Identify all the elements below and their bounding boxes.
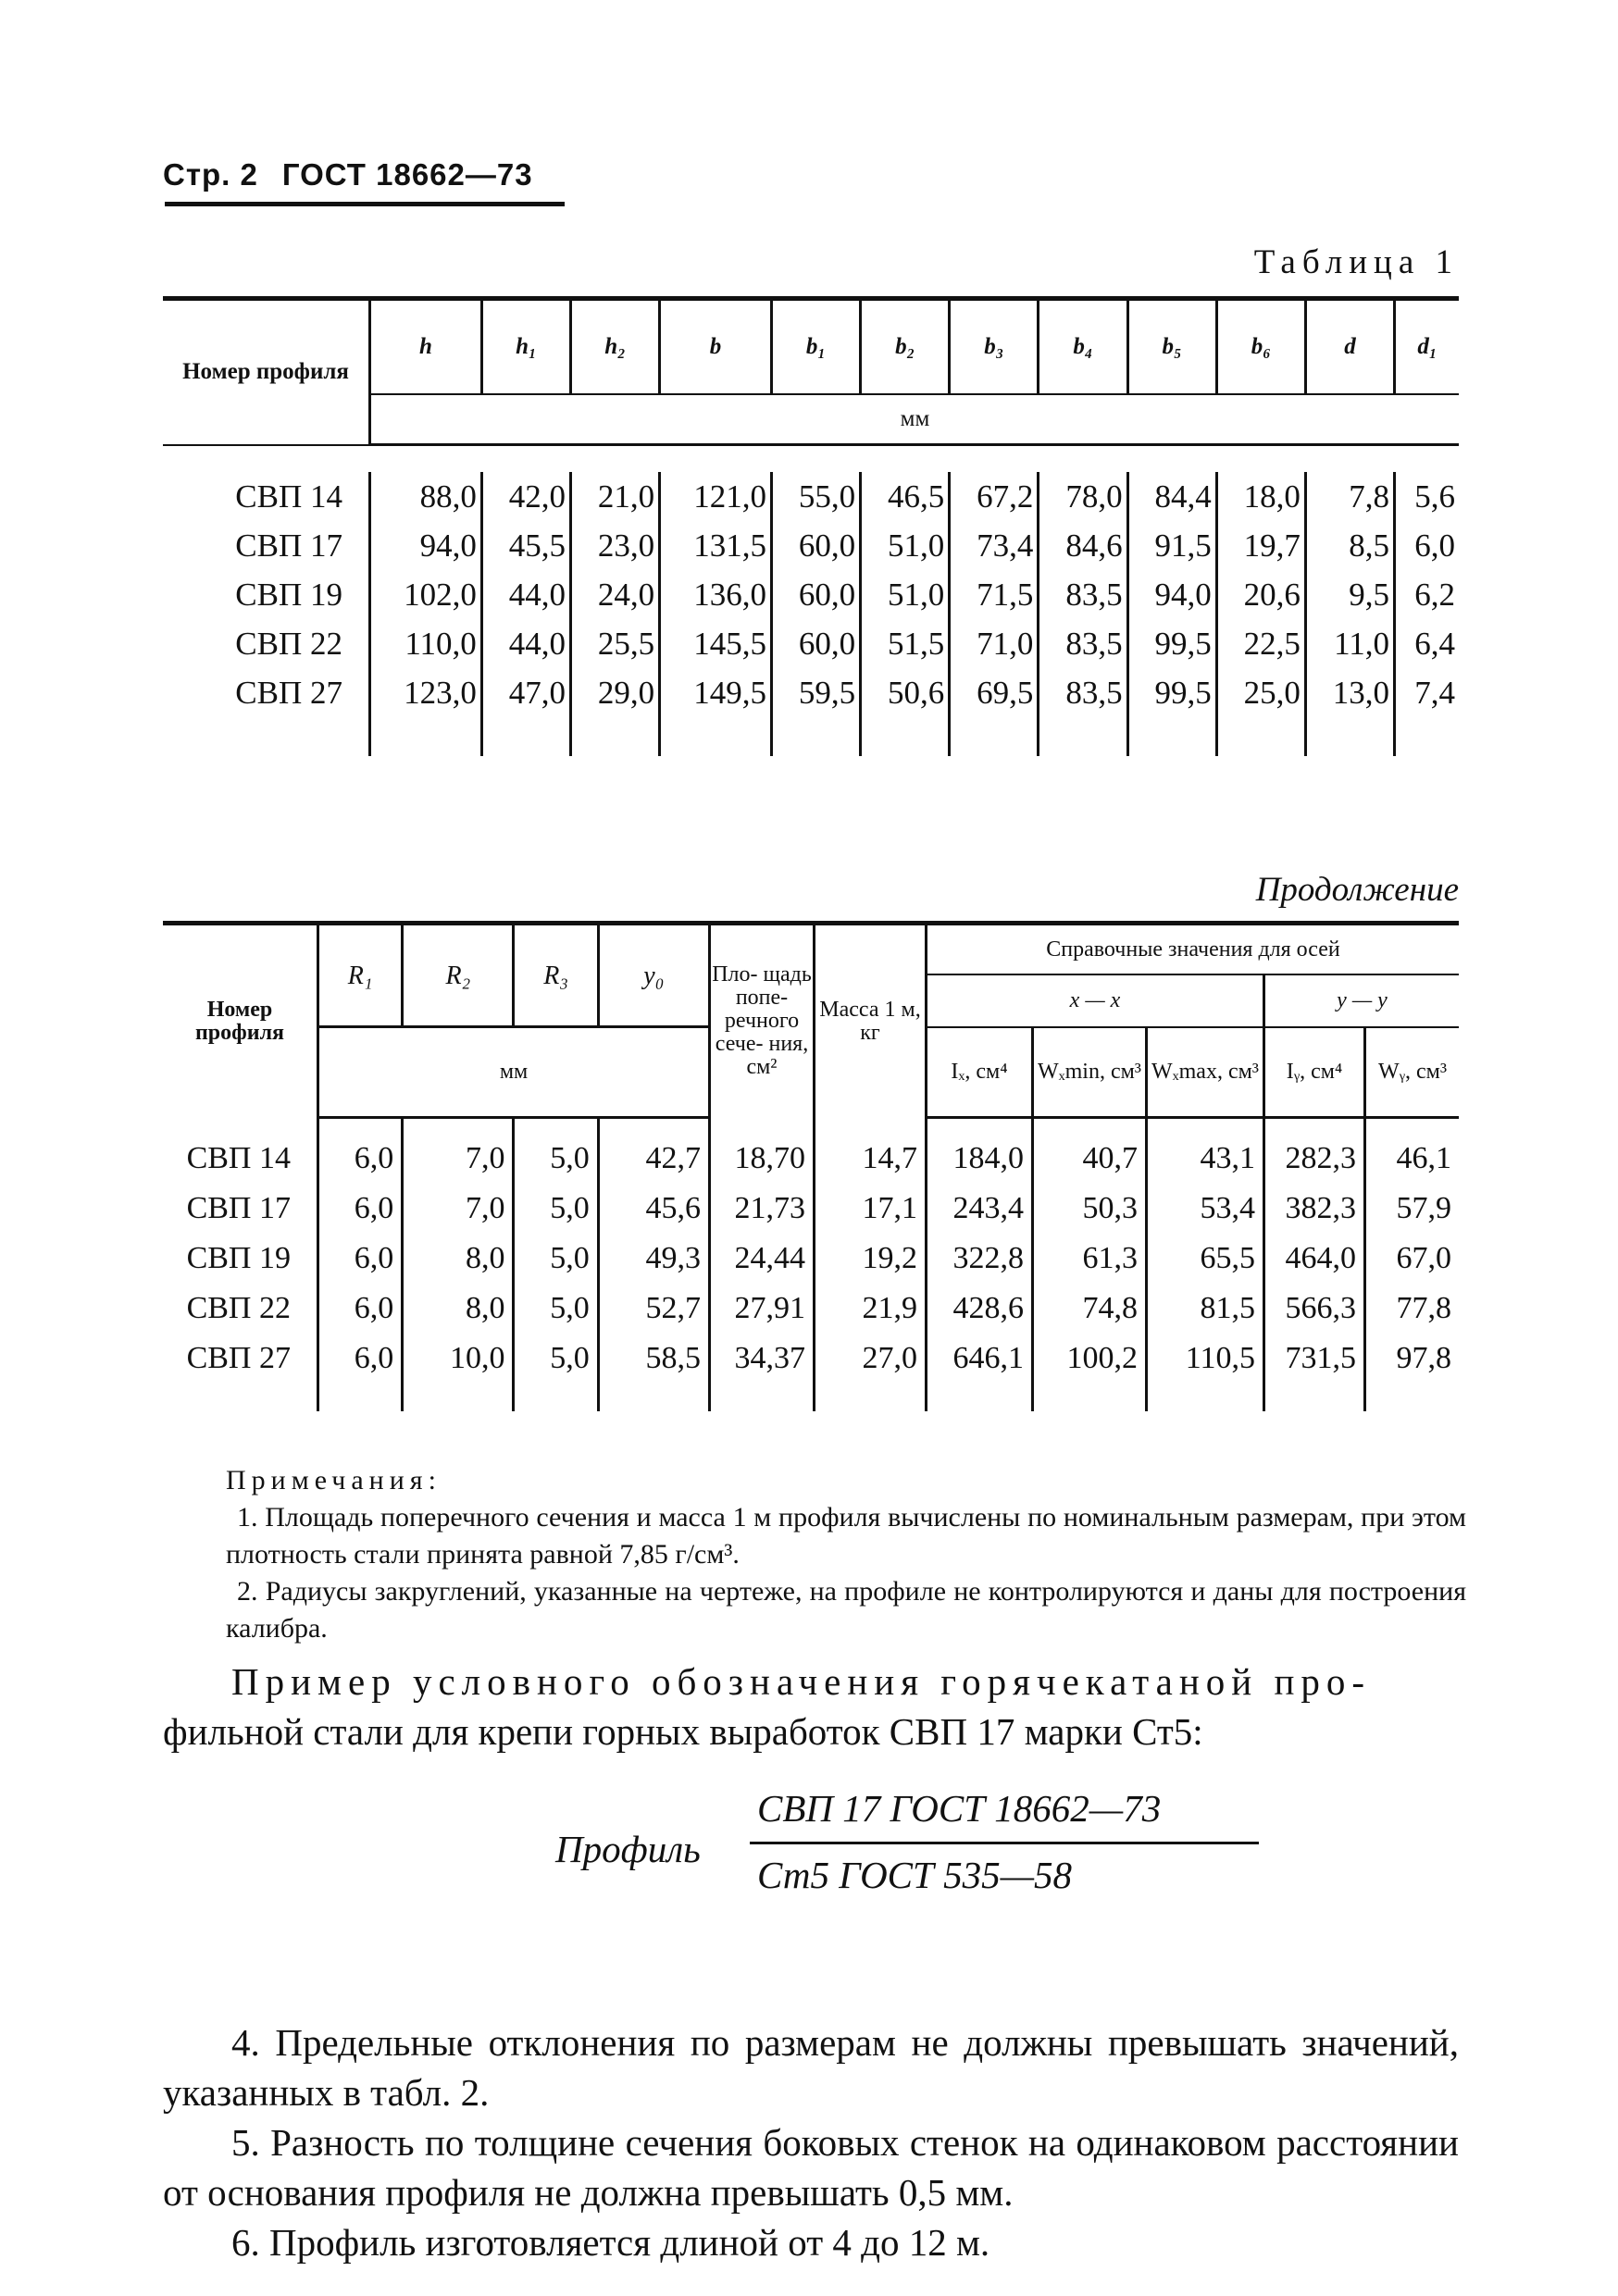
- value-cell: 136,0: [660, 570, 772, 619]
- value-cell: 18,0: [1216, 472, 1305, 521]
- table1-col-header: b₆: [1216, 299, 1305, 395]
- value-cell: 67,0: [1365, 1234, 1460, 1284]
- value-cell: 18,70: [710, 1134, 815, 1184]
- value-cell: 6,0: [318, 1334, 403, 1384]
- value-cell: 243,4: [927, 1184, 1033, 1234]
- value-cell: 25,0: [1216, 668, 1305, 717]
- value-cell: 81,5: [1147, 1284, 1264, 1334]
- value-cell: 34,37: [710, 1334, 815, 1384]
- value-cell: 99,5: [1127, 619, 1216, 668]
- profile-name-cell: СВП 19: [186, 1241, 291, 1275]
- value-cell: 45,5: [481, 521, 570, 570]
- value-cell: 94,0: [1127, 570, 1216, 619]
- table2: [163, 921, 1459, 1411]
- notes: [226, 1462, 1466, 1647]
- table1-col-header: d₁: [1395, 299, 1459, 395]
- value-cell: 40,7: [1033, 1134, 1147, 1184]
- table1-col-header: d: [1305, 299, 1394, 395]
- table2-sub-header: Wₓmax, см³: [1147, 1027, 1264, 1118]
- value-cell: 322,8: [927, 1234, 1033, 1284]
- table2-area-header: Пло- щадь попе- речного сече- ния, см²: [710, 924, 815, 1118]
- value-cell: 60,0: [771, 521, 860, 570]
- value-cell: 6,0: [318, 1134, 403, 1184]
- value-cell: 65,5: [1147, 1234, 1264, 1284]
- value-cell: 123,0: [370, 668, 482, 717]
- page-number: Стр. 2: [163, 157, 258, 192]
- value-cell: 731,5: [1264, 1334, 1365, 1384]
- profile-name-cell: СВП 22: [186, 1291, 291, 1325]
- table1: [163, 296, 1459, 756]
- table1-col-header: b₄: [1039, 299, 1127, 395]
- table1-col-header: b: [660, 299, 772, 395]
- value-cell: 10,0: [403, 1334, 514, 1384]
- value-cell: 50,3: [1033, 1184, 1147, 1234]
- value-cell: 20,6: [1216, 570, 1305, 619]
- value-cell: 60,0: [771, 570, 860, 619]
- table2-sub-header: Iᵧ, см⁴: [1264, 1027, 1365, 1118]
- table-spacer-row: [163, 445, 1459, 473]
- value-cell: 50,6: [861, 668, 950, 717]
- fraction-bar: [750, 1842, 1259, 1844]
- profile-name-cell: СВП 22: [235, 625, 342, 662]
- value-cell: 74,8: [1033, 1284, 1147, 1334]
- value-cell: 14,7: [815, 1134, 927, 1184]
- table2-axis-x: x — x: [927, 974, 1264, 1026]
- table1-col-header: h₁: [481, 299, 570, 395]
- value-cell: 23,0: [570, 521, 659, 570]
- value-cell: 47,0: [481, 668, 570, 717]
- value-cell: 69,5: [950, 668, 1039, 717]
- value-cell: 49,3: [598, 1234, 709, 1284]
- table1-caption: Таблица 1: [1253, 243, 1459, 281]
- value-cell: 5,6: [1395, 472, 1459, 521]
- value-cell: 78,0: [1039, 472, 1127, 521]
- formula-label: Профиль: [555, 1828, 701, 1870]
- table2-reference-header: Справочные значения для осей: [927, 924, 1460, 975]
- table1-col-header: b₃: [950, 299, 1039, 395]
- value-cell: 6,0: [318, 1284, 403, 1334]
- value-cell: 44,0: [481, 570, 570, 619]
- table-row: [163, 1234, 1459, 1284]
- value-cell: 73,4: [950, 521, 1039, 570]
- value-cell: 5,0: [514, 1134, 598, 1184]
- designation-formula: [555, 1786, 1259, 1916]
- table2-sub-header: Wᵧ, см³: [1365, 1027, 1460, 1118]
- value-cell: 110,5: [1147, 1334, 1264, 1384]
- table2-body: [163, 1118, 1459, 1412]
- value-cell: 7,0: [403, 1184, 514, 1234]
- value-cell: 17,1: [815, 1184, 927, 1234]
- value-cell: 60,0: [771, 619, 860, 668]
- value-cell: 5,0: [514, 1234, 598, 1284]
- profile-name-cell: СВП 17: [235, 527, 342, 564]
- value-cell: 58,5: [598, 1334, 709, 1384]
- table1-col-header: b₅: [1127, 299, 1216, 395]
- value-cell: 97,8: [1365, 1334, 1460, 1384]
- value-cell: 6,4: [1395, 619, 1459, 668]
- value-cell: 59,5: [771, 668, 860, 717]
- profile-name-cell: СВП 14: [186, 1141, 291, 1175]
- header-rule: [165, 202, 565, 206]
- value-cell: 51,0: [861, 570, 950, 619]
- value-cell: 21,9: [815, 1284, 927, 1334]
- value-cell: 44,0: [481, 619, 570, 668]
- value-cell: 94,0: [370, 521, 482, 570]
- value-cell: 88,0: [370, 472, 482, 521]
- value-cell: 282,3: [1264, 1134, 1365, 1184]
- value-cell: 131,5: [660, 521, 772, 570]
- table1-header-profile: Номер профиля: [163, 299, 370, 445]
- profile-name-cell: СВП 19: [235, 576, 342, 613]
- value-cell: 83,5: [1039, 570, 1127, 619]
- value-cell: 110,0: [370, 619, 482, 668]
- value-cell: 6,2: [1395, 570, 1459, 619]
- table-row: [163, 472, 1459, 521]
- value-cell: 45,6: [598, 1184, 709, 1234]
- table1-col-header: h: [370, 299, 482, 395]
- value-cell: 7,4: [1395, 668, 1459, 717]
- table2-unit: мм: [318, 1027, 710, 1118]
- value-cell: 6,0: [318, 1234, 403, 1284]
- table1-body: [163, 445, 1459, 757]
- clause-item: 5. Разность по толщине сечения боковых стенок на одинаковом расстоянии от основания профиля не должна превышать 0,5 мм.: [163, 2121, 1459, 2214]
- value-cell: 84,6: [1039, 521, 1127, 570]
- clauses: [163, 2017, 1459, 2267]
- value-cell: 51,0: [861, 521, 950, 570]
- profile-name-cell: СВП 17: [186, 1191, 291, 1225]
- value-cell: 53,4: [1147, 1184, 1264, 1234]
- table-row: [163, 619, 1459, 668]
- standard-number: ГОСТ 18662—73: [281, 157, 533, 192]
- value-cell: 646,1: [927, 1334, 1033, 1384]
- value-cell: 83,5: [1039, 668, 1127, 717]
- value-cell: 91,5: [1127, 521, 1216, 570]
- table-row: [163, 1284, 1459, 1334]
- value-cell: 57,9: [1365, 1184, 1460, 1234]
- value-cell: 121,0: [660, 472, 772, 521]
- table-tail-row: [163, 1384, 1459, 1411]
- value-cell: 145,5: [660, 619, 772, 668]
- page-header: [163, 157, 570, 192]
- value-cell: 46,1: [1365, 1134, 1460, 1184]
- table2-mass-header: Масса 1 м, кг: [815, 924, 927, 1118]
- profile-name-cell: СВП 14: [235, 478, 342, 515]
- value-cell: 61,3: [1033, 1234, 1147, 1284]
- example-rest: фильной стали для крепи горных выработок СВП 17 марки Ст5:: [163, 1710, 1203, 1753]
- table2-sub-header: Wₓmin, см³: [1033, 1027, 1147, 1118]
- value-cell: 6,0: [318, 1184, 403, 1234]
- table1-col-header: h₂: [570, 299, 659, 395]
- table2-axis-y: y — y: [1264, 974, 1460, 1026]
- table-spacer-row: [163, 1118, 1459, 1135]
- value-cell: 11,0: [1305, 619, 1394, 668]
- profile-name-cell: СВП 27: [186, 1341, 291, 1375]
- value-cell: 83,5: [1039, 619, 1127, 668]
- value-cell: 566,3: [1264, 1284, 1365, 1334]
- table2-r-header: R₂: [403, 924, 514, 1027]
- value-cell: 51,5: [861, 619, 950, 668]
- formula-numerator: СВП 17 ГОСТ 18662—73: [757, 1787, 1162, 1830]
- table-tail-row: [163, 717, 1459, 756]
- value-cell: 102,0: [370, 570, 482, 619]
- value-cell: 13,0: [1305, 668, 1394, 717]
- notes-title: Примечания:: [226, 1465, 442, 1496]
- clause-item: 4. Предельные отклонения по размерам не должны превышать значений, указанных в табл. 2.: [163, 2021, 1459, 2114]
- table-row: [163, 668, 1459, 717]
- value-cell: 21,0: [570, 472, 659, 521]
- value-cell: 100,2: [1033, 1334, 1147, 1384]
- value-cell: 382,3: [1264, 1184, 1365, 1234]
- value-cell: 46,5: [861, 472, 950, 521]
- table2-sub-header: Iₓ, см⁴: [927, 1027, 1033, 1118]
- value-cell: 22,5: [1216, 619, 1305, 668]
- table-row: [163, 570, 1459, 619]
- clause-item: 6. Профиль изготовляется длиной от 4 до 12 м.: [231, 2221, 990, 2264]
- value-cell: 29,0: [570, 668, 659, 717]
- value-cell: 42,0: [481, 472, 570, 521]
- value-cell: 21,73: [710, 1184, 815, 1234]
- table2-r-header: R₃: [514, 924, 598, 1027]
- note-item: 1. Площадь поперечного сечения и масса 1 м профиля вычислены по номинальным размерам, при этом плотность стали принята равной 7,85 г/см³.: [226, 1502, 1466, 1570]
- value-cell: 77,8: [1365, 1284, 1460, 1334]
- value-cell: 84,4: [1127, 472, 1216, 521]
- table-row: [163, 521, 1459, 570]
- value-cell: 27,0: [815, 1334, 927, 1384]
- value-cell: 5,0: [514, 1284, 598, 1334]
- value-cell: 24,44: [710, 1234, 815, 1284]
- value-cell: 24,0: [570, 570, 659, 619]
- example-paragraph: [163, 1657, 1459, 1756]
- value-cell: 27,91: [710, 1284, 815, 1334]
- table1-col-header: b₂: [861, 299, 950, 395]
- table-row: [163, 1334, 1459, 1384]
- value-cell: 8,0: [403, 1284, 514, 1334]
- table1-unit: мм: [370, 394, 1460, 445]
- value-cell: 42,7: [598, 1134, 709, 1184]
- table1-col-header: b₁: [771, 299, 860, 395]
- value-cell: 67,2: [950, 472, 1039, 521]
- value-cell: 7,8: [1305, 472, 1394, 521]
- value-cell: 99,5: [1127, 668, 1216, 717]
- table2-r-header: R₁: [318, 924, 403, 1027]
- formula-denominator: Ст5 ГОСТ 535—58: [757, 1854, 1073, 1896]
- value-cell: 7,0: [403, 1134, 514, 1184]
- value-cell: 8,5: [1305, 521, 1394, 570]
- profile-name-cell: СВП 27: [235, 674, 342, 711]
- value-cell: 5,0: [514, 1334, 598, 1384]
- example-lead: Пример условного обозначения горячекатаной про-: [231, 1660, 1372, 1703]
- value-cell: 8,0: [403, 1234, 514, 1284]
- value-cell: 149,5: [660, 668, 772, 717]
- value-cell: 5,0: [514, 1184, 598, 1234]
- value-cell: 464,0: [1264, 1234, 1365, 1284]
- table2-caption: Продолжение: [1255, 871, 1459, 909]
- value-cell: 184,0: [927, 1134, 1033, 1184]
- value-cell: 52,7: [598, 1284, 709, 1334]
- value-cell: 71,0: [950, 619, 1039, 668]
- value-cell: 9,5: [1305, 570, 1394, 619]
- note-item: 2. Радиусы закруглений, указанные на чертеже, на профиле не контролируются и даны для построения калибра.: [226, 1576, 1466, 1644]
- value-cell: 428,6: [927, 1284, 1033, 1334]
- value-cell: 71,5: [950, 570, 1039, 619]
- value-cell: 6,0: [1395, 521, 1459, 570]
- table2-header-profile: Номер профиля: [194, 997, 285, 1045]
- value-cell: 43,1: [1147, 1134, 1264, 1184]
- value-cell: 55,0: [771, 472, 860, 521]
- table-row: [163, 1184, 1459, 1234]
- table-row: [163, 1134, 1459, 1184]
- table2-r-header: y₀: [598, 924, 709, 1027]
- value-cell: 19,7: [1216, 521, 1305, 570]
- value-cell: 25,5: [570, 619, 659, 668]
- value-cell: 19,2: [815, 1234, 927, 1284]
